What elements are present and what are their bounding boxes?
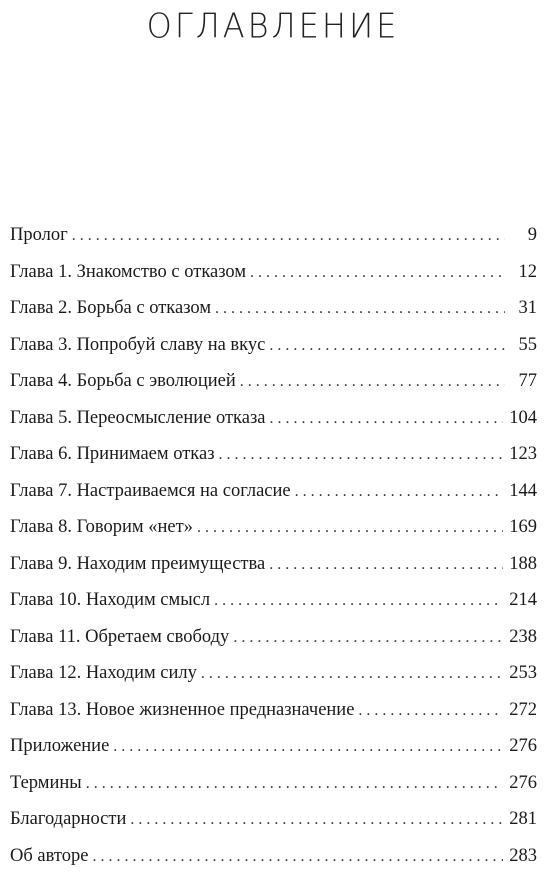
toc-entry-chapter-4 xyxy=(10,363,537,400)
page-title: ОГЛАВЛЕНИЕ xyxy=(146,6,400,46)
toc-entry-label: Глава 13. Новое жизненное предназначение xyxy=(10,699,355,720)
dot-leader xyxy=(92,839,503,875)
dot-leader xyxy=(197,510,503,546)
toc-entry-prologue xyxy=(10,217,537,254)
toc-entry-label: Глава 5. Переосмысление отказа xyxy=(10,407,266,428)
toc-entry-label: Глава 12. Находим силу xyxy=(10,663,197,683)
toc-entry-page: 272 xyxy=(509,699,537,720)
toc-entry-label: Глава 3. Попробуй славу на вкус xyxy=(10,334,266,355)
toc-entry-label: Глава 11. Обретаем свободу xyxy=(10,626,230,647)
toc-entry-label: Термины xyxy=(10,772,82,793)
toc-entry-label: Глава 9. Находим преимущества xyxy=(10,553,266,574)
dot-leader xyxy=(295,474,504,510)
toc-entry-page: 169 xyxy=(509,517,537,537)
toc-entry-chapter-5 xyxy=(10,400,537,437)
toc-entry-label: Приложение xyxy=(10,736,110,756)
dot-leader xyxy=(113,729,503,765)
toc-entry-page: 281 xyxy=(509,809,537,829)
toc-entry-page: 276 xyxy=(509,736,537,756)
toc-entry-chapter-7 xyxy=(10,473,537,510)
dot-leader xyxy=(219,437,504,473)
dot-leader xyxy=(240,364,505,400)
toc-entry-page: 12 xyxy=(518,261,537,282)
toc-entry-chapter-11 xyxy=(10,619,537,656)
toc-entry-chapter-2 xyxy=(10,290,537,327)
dot-leader xyxy=(214,583,503,619)
dot-leader xyxy=(250,255,505,291)
toc-entry-page: 55 xyxy=(518,334,537,355)
toc-entry-chapter-6 xyxy=(10,436,537,473)
dot-leader xyxy=(269,328,505,364)
dot-leader xyxy=(86,766,504,802)
dot-leader xyxy=(269,547,503,583)
toc-entry-chapter-3 xyxy=(10,327,537,364)
toc-entry-page: 31 xyxy=(518,298,537,318)
toc-entry-label: Благодарности xyxy=(10,809,127,829)
toc-entry-page: 123 xyxy=(509,444,537,464)
toc-entry-label: Глава 6. Принимаем отказ xyxy=(10,444,215,464)
toc-entry-chapter-1 xyxy=(10,254,537,291)
toc-entry-appendix xyxy=(10,728,537,765)
toc-entry-page: 77 xyxy=(518,371,537,391)
dot-leader xyxy=(130,802,503,838)
toc-entry-about-author xyxy=(10,838,537,875)
toc-entry-page: 276 xyxy=(509,772,537,793)
toc-entry-page: 104 xyxy=(509,407,537,428)
toc-entry-label: Об авторе xyxy=(10,845,89,866)
dot-leader xyxy=(215,291,505,327)
toc-entry-acknowledgements xyxy=(10,801,537,838)
toc-entry-label: Глава 1. Знакомство с отказом xyxy=(10,261,247,282)
toc-entry-chapter-13 xyxy=(10,692,537,729)
toc-entry-label: Глава 10. Находим смысл xyxy=(10,590,211,610)
toc-entry-chapter-9 xyxy=(10,546,537,583)
toc-entry-page: 144 xyxy=(509,480,537,501)
toc-entry-glossary xyxy=(10,765,537,802)
toc-entry-label: Глава 4. Борьба с эволюцией xyxy=(10,371,236,391)
toc-entry-page: 214 xyxy=(509,590,537,610)
toc-entry-label: Глава 2. Борьба с отказом xyxy=(10,298,212,318)
toc-entry-label: Глава 8. Говорим «нет» xyxy=(10,517,193,537)
dot-leader xyxy=(201,656,503,692)
toc-entry-label: Глава 7. Настраиваемся на согласие xyxy=(10,480,291,501)
toc-entry-page: 9 xyxy=(527,225,537,245)
toc-entry-page: 188 xyxy=(509,553,537,574)
toc-entry-page: 283 xyxy=(509,845,537,866)
toc-entry-page: 238 xyxy=(509,626,537,647)
toc-entry-chapter-12 xyxy=(10,655,537,692)
toc-entry-label: Пролог xyxy=(10,225,68,245)
dot-leader xyxy=(270,401,504,437)
toc-entry-page: 253 xyxy=(509,663,537,683)
dot-leader xyxy=(358,693,503,729)
dot-leader xyxy=(233,620,503,656)
toc-entry-chapter-8 xyxy=(10,509,537,546)
toc-entry-chapter-10 xyxy=(10,582,537,619)
dot-leader xyxy=(72,218,505,254)
table-of-contents xyxy=(10,217,537,874)
